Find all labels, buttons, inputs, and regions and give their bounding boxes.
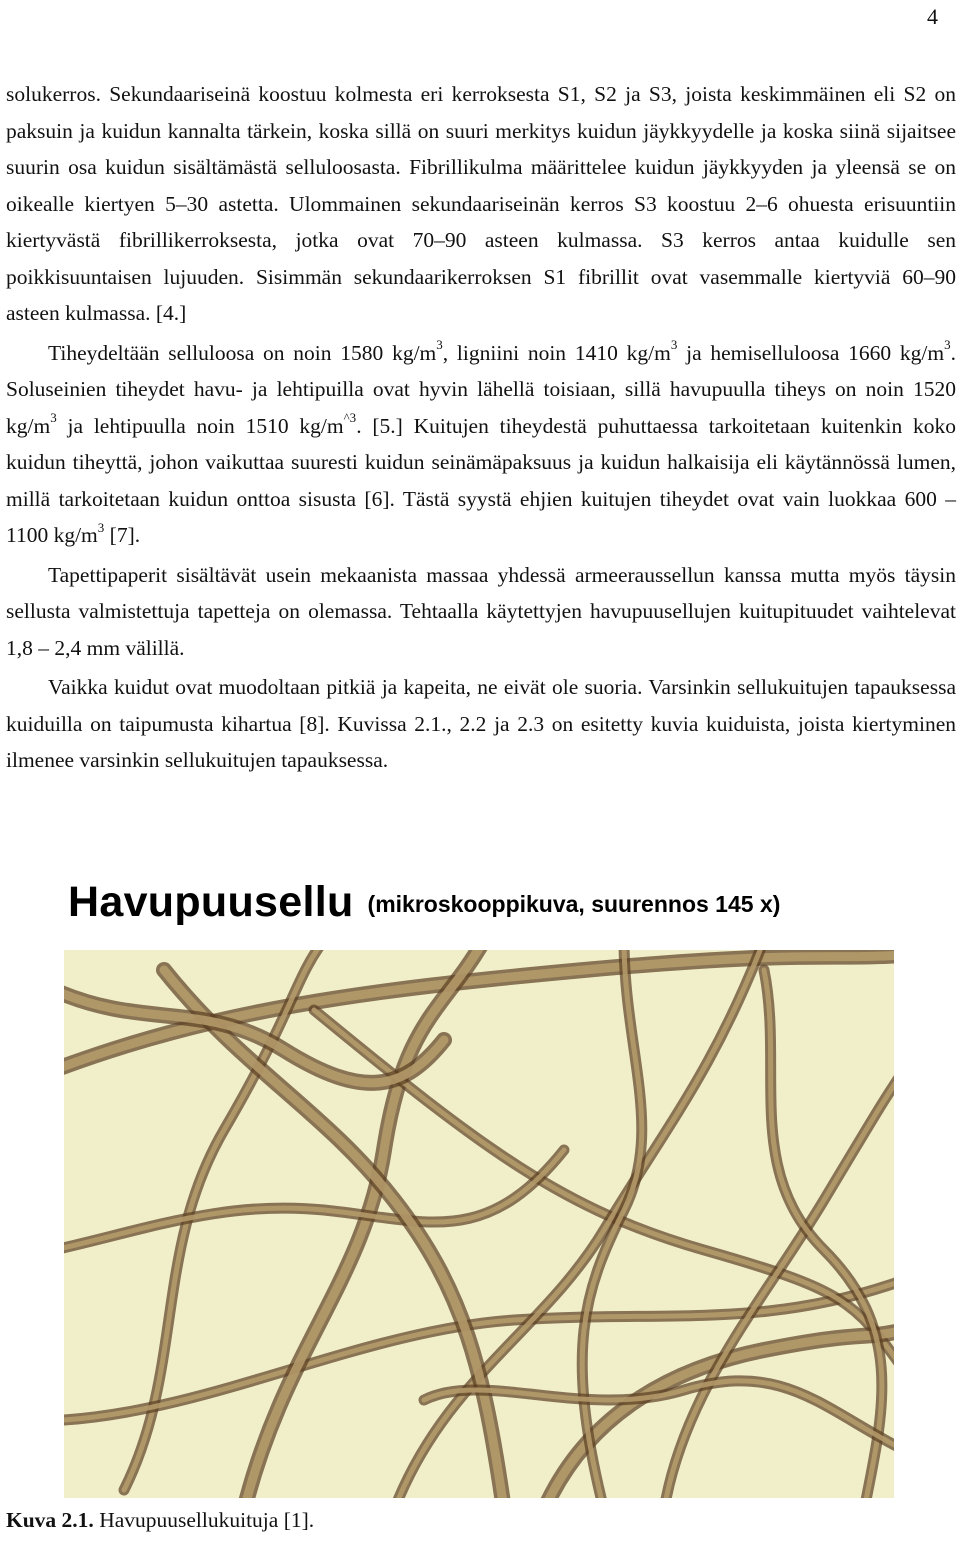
text-run: [7]. bbox=[104, 523, 141, 547]
text-run: Tapettipaperit sisältävät usein mekaanista massaa yhdessä armeeraussellun kanssa mutta myös täysin sellusta valmistettuja tapetteja on olemassa. Tehtaalla käytettyjen havupuusellujen kuitupituudet vaihtelevat 1,8 – 2,4 mm välillä. bbox=[6, 562, 956, 660]
text-run: Tiheydeltään selluloosa on noin 1580 kg/m bbox=[48, 340, 437, 365]
superscript: 3 bbox=[97, 519, 105, 535]
fiber-outline bbox=[664, 1070, 894, 1498]
text-run: solukerros. Sekundaariseinä koostuu kolmesta eri kerroksesta S1, S2 ja S3, joista keskimmäinen eli S2 on paksuin ja kuidun kannalta tärkein, koska sillä on suuri merkitys kuidun jäykkyydelle ja koska siinä sijaitsee suurin osa kuidun sisältämästä selluloosasta. Fibrillikulma määrittelee kuidun jäykkyyden ja yleensä se on oikealle kiertyen 5–30 astetta. Ulommainen sekundaariseinän kerros S3 koostuu 2–6 ohuesta erisuuntiin kiertyvästä fibrillikerroksesta, jotka ovat 70–90 asteen kulmassa. S3 kerros antaa kuidulle sen poikkisuuntaisen lujuuden. Sisimmän sekundaarikerroksen S1 fibrillit ovat vasemmalle kiertyviä 60–90 asteen kulmassa. [4.] bbox=[6, 82, 956, 325]
paragraph bbox=[6, 335, 956, 554]
text-run: ja hemiselluloosa 1660 kg/m bbox=[677, 340, 945, 365]
caption-label: Kuva 2.1. bbox=[6, 1508, 94, 1532]
body-text bbox=[6, 76, 956, 779]
fiber-outline bbox=[64, 1150, 564, 1250]
text-run: . Soluseinien tiheydet havu- ja lehtipuilla ovat hyvin lähellä toisiaan, sillä havupuulla tiheys on noin 1520 kg/m bbox=[6, 340, 956, 438]
caption-text: Havupuusellukuituja [1]. bbox=[99, 1508, 315, 1532]
text-run: . [5.] Kuitujen tiheydestä puhuttaessa tarkoitetaan kuitenkin koko kuidun tiheyttä, johon vaikuttaa suuresti kuidun seinämäpaksuus ja kuidun halkaisija eli käytännössä lumen, millä tarkoitetaan kuidun onttoa sisusta [6]. Tästä syystä ehjien kuitujen tiheydet ovat vain luokkaa 600 – 1100 kg/m bbox=[6, 413, 956, 547]
figure-title-sub: (mikroskooppikuva, suurennos 145 x) bbox=[367, 891, 781, 917]
superscript: 3 bbox=[944, 337, 951, 353]
paragraph bbox=[6, 76, 956, 332]
figure-caption bbox=[6, 1508, 314, 1533]
page-number: 4 bbox=[927, 4, 938, 29]
superscript: 3 bbox=[436, 337, 443, 353]
fiber-core bbox=[64, 1150, 564, 1250]
figure-title bbox=[68, 878, 780, 927]
text-run: , ligniini noin 1410 kg/m bbox=[442, 340, 671, 365]
paragraph bbox=[6, 669, 956, 779]
fiber-core bbox=[764, 970, 882, 1498]
fiber-outline bbox=[764, 970, 882, 1498]
superscript: ^3 bbox=[343, 410, 357, 426]
fiber-core bbox=[164, 970, 504, 1498]
paragraph bbox=[6, 557, 956, 667]
superscript: 3 bbox=[50, 410, 57, 426]
text-run: ja lehtipuulla noin 1510 kg/m bbox=[56, 413, 344, 438]
figure-title-main: Havupuusellu bbox=[68, 878, 354, 926]
text-run: Vaikka kuidut ovat muodoltaan pitkiä ja kapeita, ne eivät ole suoria. Varsinkin sellukuitujen tapauksessa kuiduilla on taipumusta kihartua [8]. Kuvissa 2.1., 2.2 ja 2.3 on esitetty kuvia kuiduista, joista kiertyminen ilmenee varsinkin sellukuitujen tapauksessa. bbox=[6, 675, 956, 772]
superscript: 3 bbox=[670, 337, 678, 353]
fiber-micrograph bbox=[64, 950, 894, 1498]
microscope-image bbox=[64, 950, 894, 1498]
fiber-outline bbox=[164, 970, 504, 1498]
